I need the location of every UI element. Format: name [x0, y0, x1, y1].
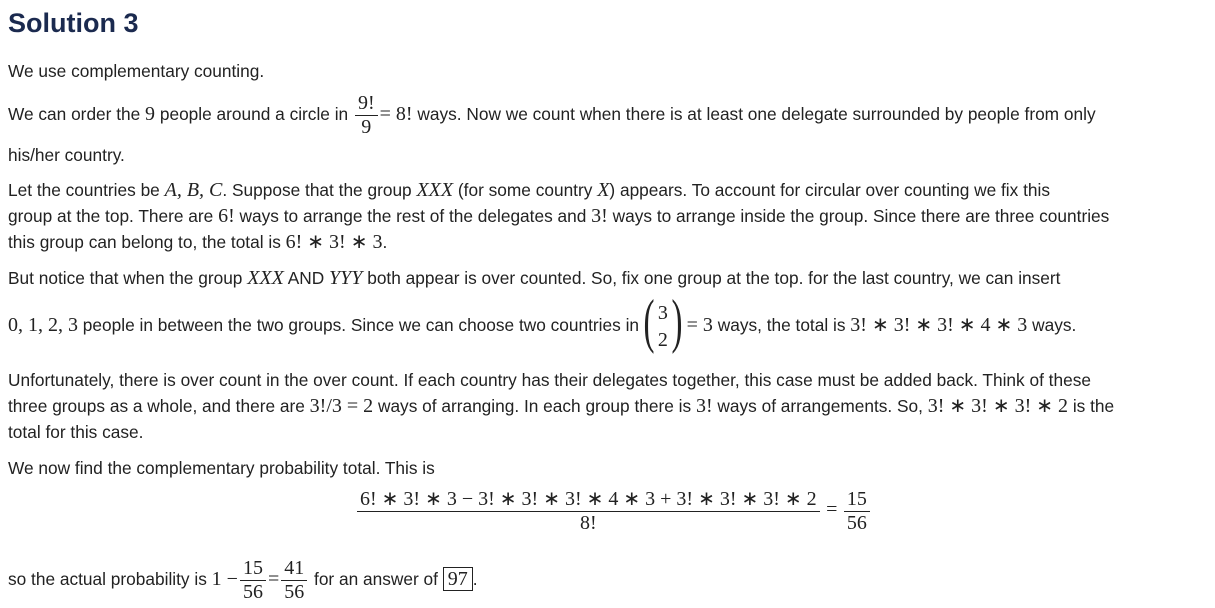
fraction-15-over-56: $\frac{15}{56}$: [844, 488, 870, 535]
binomial-3-choose-2: ( 3 2 ): [643, 288, 683, 355]
paragraph-final: so the actual probability is 1 − $\frac{15}{56}$ = $\frac{41}{56}$ for an answer of 97 .: [8, 556, 478, 603]
fraction-41-over-56: $\frac{41}{56}$: [281, 557, 307, 604]
paragraph-countries: Let the countries be A, B, C. Suppose that the group XXX (for some country X) appears. To account for circular over counting we fix this group at the top. There are 6! ways to arrange the rest of the delegates and 3! ways to arrange inside the group. Since there are three countries this group can belong to, the total is 6! ∗ 3! ∗ 3.: [8, 179, 1110, 253]
display-equation: $\frac{6! ∗ 3! ∗ 3 - 3! ∗ 3! ∗ 3! ∗ 4 ∗ 3 + 3! ∗ 3! ∗ 3! ∗ 2}{8!}$ = $\frac{15}{56}$: [355, 488, 872, 535]
paragraph-overcount: But notice that when the group XXX AND YYY both appear is over counted. So, fix one group at the top. for the last country, we can insert: [8, 267, 1061, 289]
fraction-9-over-9: $\frac{9!}{9}$: [355, 92, 378, 139]
fraction-15-over-56-inline: $\frac{15}{56}$: [240, 557, 266, 604]
page-title: Solution 3: [8, 8, 139, 38]
fraction-complementary-total: $\frac{6! ∗ 3! ∗ 3 - 3! ∗ 3! ∗ 3! ∗ 4 ∗ 3 + 3! ∗ 3! ∗ 3! ∗ 2}{8!}$: [357, 488, 820, 535]
paragraph-overcount-cont: 0, 1, 2, 3 people in between the two groups. Since we can choose two countries in ( 3 2 ) = 3 ways, the total is 3! ∗ 3! ∗ 3! ∗ 4 ∗ 3 ways.: [8, 288, 1077, 355]
paragraph-circle-count-cont: his/her country.: [8, 145, 125, 165]
paragraph-complementary: We now find the complementary probability total. This is: [8, 458, 435, 478]
paragraph-circle-count: We can order the 9 people around a circle in $\frac{9!}{9}$ = 8! ways. Now we count when there is at least one delegate surrounded by people from only: [8, 92, 1096, 138]
answer-box: 97: [443, 567, 473, 591]
paragraph-intro: We use complementary counting.: [8, 61, 265, 81]
paragraph-over-overcount: Unfortunately, there is over count in the over count. If each country has their delegates together, this case must be added back. Think of these three groups as a whole, and there are 3!/3 = 2 ways of arranging. In each group there is 3! ways of arrangements. So, 3! ∗ 3! ∗ 3! ∗ 2 is the total for this case.: [8, 370, 1115, 442]
